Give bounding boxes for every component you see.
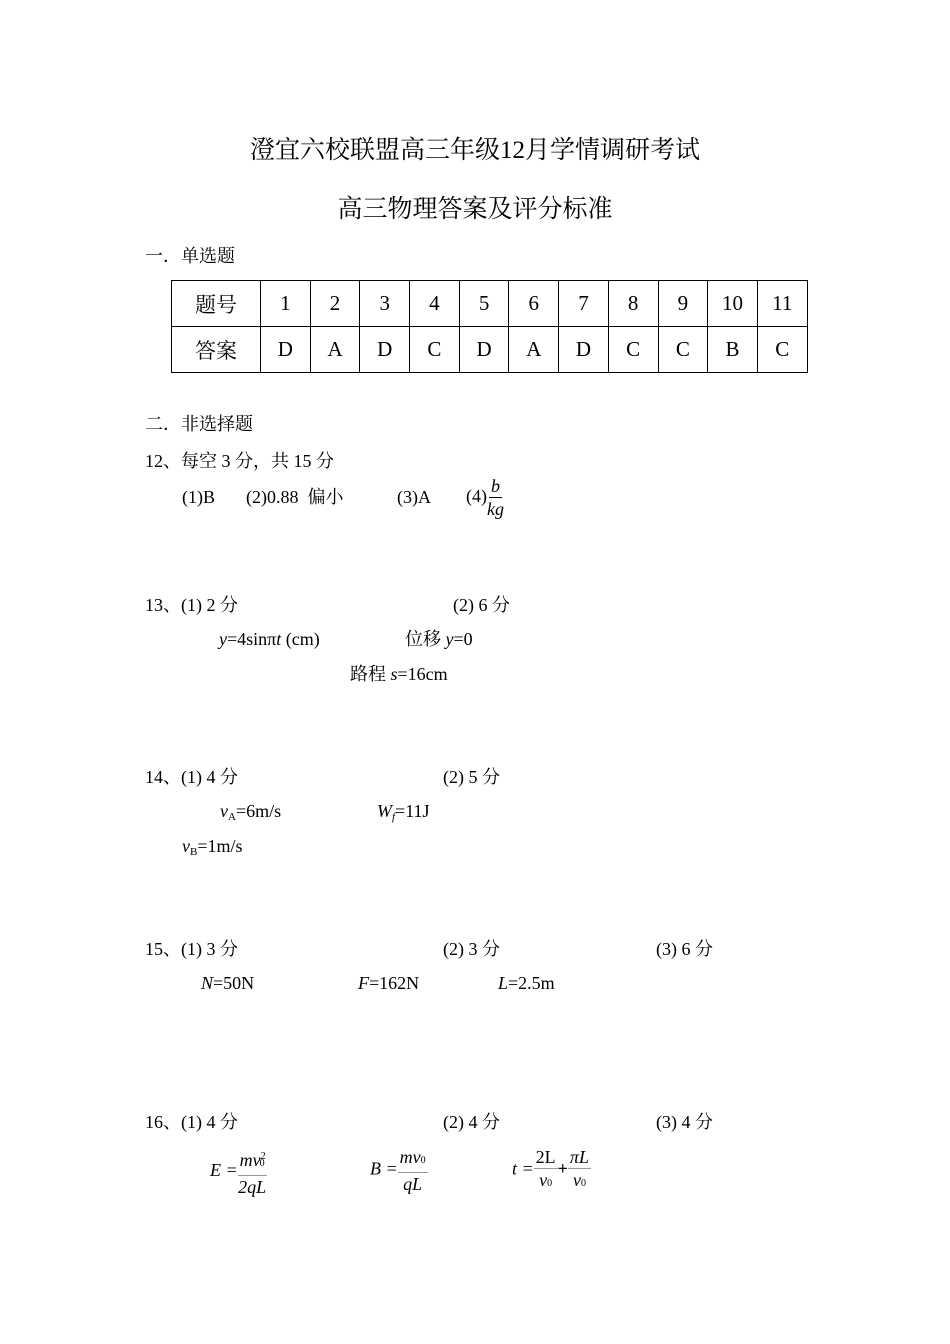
text: (cm): [281, 629, 320, 649]
table-row: [172, 281, 808, 327]
fraction: [238, 1146, 267, 1198]
q15-n: [201, 973, 254, 993]
text: v: [572, 1170, 581, 1190]
row-label-question: 题号: [172, 281, 261, 327]
table-cell: C: [658, 327, 708, 373]
section-non-choice: 二．非选择题: [145, 414, 253, 434]
q16-part2-score: (2) 4 分: [443, 1112, 500, 1132]
table-row: [172, 327, 808, 373]
lhs: E =: [210, 1160, 238, 1181]
var: L: [498, 973, 509, 993]
table-cell: 6: [509, 281, 559, 327]
q16-b-formula: [370, 1146, 428, 1195]
table-cell: C: [410, 327, 460, 373]
table-cell: D: [261, 327, 311, 373]
q12-answer-4: [466, 474, 504, 520]
q16-e-formula: [210, 1146, 267, 1198]
text: =162N: [369, 973, 420, 993]
q13-path: [350, 664, 448, 684]
row-label-answer: 答案: [172, 327, 261, 373]
text: mv: [239, 1150, 261, 1170]
table-cell: 9: [658, 281, 708, 327]
q15-f: [358, 973, 419, 993]
table-cell: 5: [459, 281, 509, 327]
subscript: 0: [420, 1155, 426, 1166]
q16-heading: 16、(1) 4 分: [145, 1112, 238, 1132]
denominator: 2qL: [238, 1177, 267, 1197]
text: =0: [453, 629, 473, 649]
fraction: [487, 475, 504, 520]
var: F: [358, 973, 369, 993]
q13-part2-score: (2) 6 分: [453, 595, 510, 615]
q12-heading: 12、每空 3 分，共 15 分: [145, 451, 334, 471]
lhs: t =: [512, 1158, 534, 1179]
q14-vb: [182, 836, 243, 862]
text: mv: [399, 1147, 421, 1167]
document-title: 澄宜六校联盟高三年级12月学情调研考试: [249, 137, 700, 164]
document-subtitle: 高三物理答案及评分标准: [337, 196, 613, 223]
subscript: 0: [259, 1158, 265, 1169]
text: =11J: [395, 801, 430, 821]
table-cell: C: [757, 327, 807, 373]
var: y: [219, 629, 227, 649]
table-cell: C: [608, 327, 658, 373]
denominator: [539, 1169, 552, 1195]
table-cell: 7: [559, 281, 609, 327]
table-cell: D: [360, 327, 410, 373]
numerator: b: [491, 476, 500, 497]
var: v: [182, 836, 190, 856]
fraction: [534, 1146, 558, 1195]
table-cell: 3: [360, 281, 410, 327]
denominator: kg: [487, 499, 504, 520]
var: N: [201, 973, 214, 993]
q15-heading: 15、(1) 3 分: [145, 939, 238, 959]
q12-answer-4-prefix: (4): [466, 486, 487, 506]
q16-t-formula: [512, 1146, 591, 1195]
text: =16cm: [397, 664, 448, 684]
subscript: B: [190, 846, 198, 858]
table-cell: D: [459, 327, 509, 373]
numerator: [238, 1146, 267, 1176]
text: =2.5m: [508, 973, 555, 993]
q15-part3-score: (3) 6 分: [656, 939, 713, 959]
q12-answer-2: (2)0.88 偏小: [246, 487, 344, 507]
table-cell: A: [509, 327, 559, 373]
q14-heading: 14、(1) 4 分: [145, 767, 238, 787]
text: 路程: [350, 664, 391, 684]
denominator: qL: [403, 1174, 423, 1194]
var: y: [445, 629, 454, 649]
q15-l: [498, 973, 555, 993]
denominator: [573, 1169, 586, 1195]
superscript: 2: [260, 1151, 266, 1162]
table-cell: D: [559, 327, 609, 373]
q13-equation: [219, 629, 320, 649]
table-cell: B: [708, 327, 758, 373]
text: =4sinπ: [227, 629, 277, 649]
var: t: [276, 629, 282, 649]
q14-va: [220, 801, 281, 827]
q12-answer-3: (3)A: [397, 487, 431, 507]
text: 位移: [405, 629, 446, 649]
text: =50N: [213, 973, 255, 993]
numerator: [398, 1146, 428, 1173]
table-cell: A: [310, 327, 360, 373]
q13-heading: 13、(1) 2 分: [145, 595, 238, 615]
table-cell: 4: [410, 281, 460, 327]
table-cell: 2: [310, 281, 360, 327]
table-cell: 10: [708, 281, 758, 327]
text: v: [539, 1170, 548, 1190]
table-cell: 1: [261, 281, 311, 327]
subscript: f: [392, 811, 396, 823]
table-cell: 11: [757, 281, 807, 327]
q14-wf: [377, 801, 430, 827]
numerator: πL: [569, 1147, 589, 1167]
subscript: 0: [547, 1178, 553, 1189]
subscript: 0: [580, 1178, 586, 1189]
q13-displacement: [405, 629, 473, 649]
q16-part3-score: (3) 4 分: [656, 1112, 713, 1132]
var: v: [220, 801, 228, 821]
section-single-choice: 一．单选题: [145, 246, 235, 266]
q12-answer-1: (1)B: [182, 487, 215, 507]
fraction: [568, 1146, 591, 1195]
answer-table: [171, 280, 808, 373]
text: =6m/s: [235, 801, 282, 821]
subscript: A: [228, 811, 236, 823]
table-cell: 8: [608, 281, 658, 327]
numerator: 2L: [535, 1147, 556, 1167]
fraction: [398, 1146, 428, 1195]
q14-part2-score: (2) 5 分: [443, 767, 500, 787]
plus: +: [557, 1158, 568, 1179]
lhs: B =: [370, 1158, 398, 1179]
text: =1m/s: [197, 836, 243, 856]
var: W: [377, 801, 392, 821]
q15-part2-score: (2) 3 分: [443, 939, 500, 959]
var: s: [390, 664, 398, 684]
